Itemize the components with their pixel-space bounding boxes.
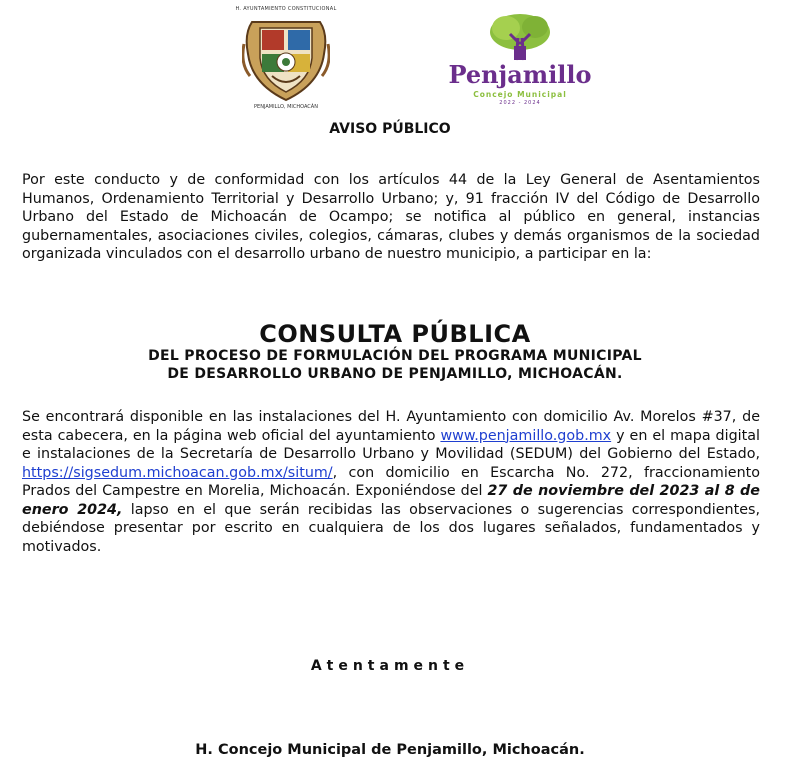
coat-of-arms-logo: [232, 6, 340, 112]
consulta-subtitle-line-2: DE DESARROLLO URBANO DE PENJAMILLO, MICHOACÁN.: [167, 365, 623, 382]
brand-subtitle: Concejo Municipal: [473, 90, 567, 99]
body-text-3: , con domicilio en Escarcha No. 272, fraccionamiento Prados del Campestre en Morelia, Michoacán. Exponiéndose del: [22, 464, 760, 499]
closing-atentamente: Atentamente: [310, 658, 470, 674]
body-text-4: lapso en el que serán recibidas las observaciones o sugerencias correspondientes, debiéndose presentar por escrito en cualquiera de los dos lugares señalados, fundamentados y motivados.: [22, 501, 760, 555]
exposure-dates: 27 de noviembre del 2023 al 8 de enero 2024,: [22, 483, 760, 518]
ayuntamiento-website-link[interactable]: www.penjamillo.gob.mx: [440, 427, 612, 444]
availability-paragraph: [22, 408, 760, 556]
body-text-2: y en el mapa digital e instalaciones de la Secretaría de Desarrollo Urbano y Movilidad (SEDUM) del Gobierno del Estado,: [22, 427, 760, 462]
shield-icon: [242, 14, 330, 104]
intro-paragraph: Por este conducto y de conformidad con los artículos 44 de la Ley General de Asentamientos Humanos, Ordenamiento Territorial y Desarrollo Urbano; y, 91 fracción IV del Código de Desarrollo Urbano del Estado de Michoacán de Ocampo; se notifica al público en general, instancias gubernamentales, asociaciones civiles, colegios, cámaras, clubes y demás organismos de la sociedad organizada vinculados con el desarrollo urbano de nuestro municipio, a participar en la:: [22, 172, 760, 262]
brand-years: 2022 - 2024: [499, 100, 541, 106]
sedum-map-link[interactable]: https://sigsedum.michoacan.gob.mx/situm/: [22, 464, 333, 481]
notice-heading: AVISO PÚBLICO: [329, 121, 451, 137]
coat-bottom-text: PENJAMILLO, MICHOACÁN: [254, 104, 318, 110]
brand-name: Penjamillo: [448, 60, 592, 89]
body-text-1: Se encontrará disponible en las instalaciones del H. Ayuntamiento con domicilio Av. Morelos #37, de esta cabecera, en la página web oficial del ayuntamiento: [22, 409, 760, 444]
coat-top-text: H. AYUNTAMIENTO CONSTITUCIONAL: [235, 6, 337, 12]
consulta-title: CONSULTA PÚBLICA: [259, 320, 531, 348]
penjamillo-logo: [432, 10, 608, 110]
consulta-subtitle-line-1: DEL PROCESO DE FORMULACIÓN DEL PROGRAMA MUNICIPAL: [148, 348, 642, 364]
signature-line: H. Concejo Municipal de Penjamillo, Michoacán.: [195, 742, 585, 758]
tree-icon: [432, 10, 608, 66]
consulta-subtitle: [0, 348, 790, 383]
